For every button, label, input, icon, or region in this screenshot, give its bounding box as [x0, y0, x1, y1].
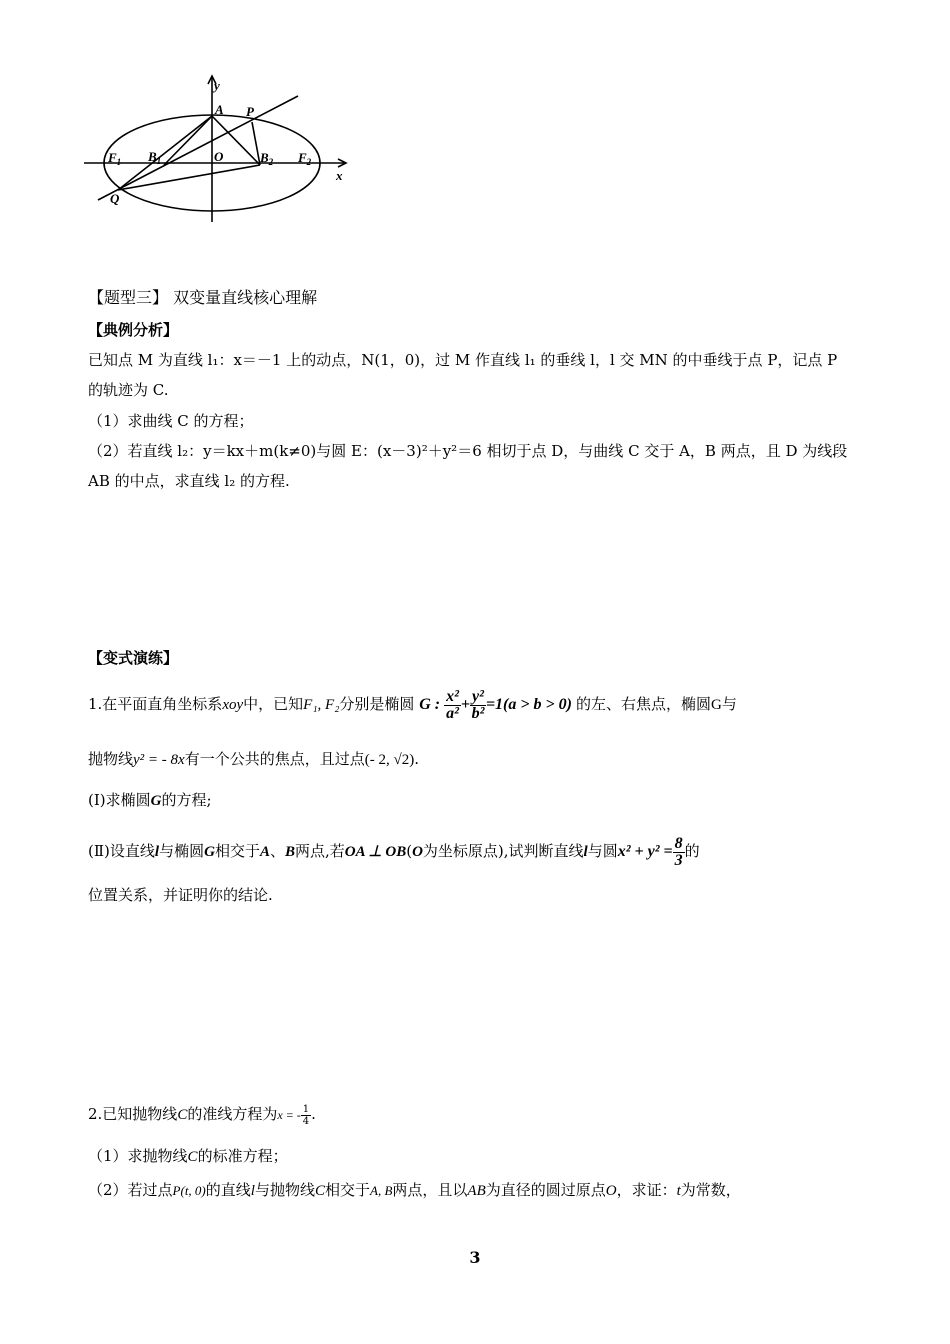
- problem-2-question-2: [88, 1180, 741, 1201]
- example-question-1: （1）求曲线 C 的方程；: [88, 412, 254, 430]
- problem-1-line1: [88, 681, 737, 727]
- part2-text-c: 相交于: [214, 842, 260, 860]
- p2-text-1: 2.已知抛物线: [88, 1105, 178, 1123]
- p2-q1-math-c: C: [187, 1149, 198, 1165]
- part2-text-h: 与圆: [587, 842, 618, 860]
- practice-heading: 【变式演练】: [88, 649, 179, 667]
- segment-b1-a: [164, 116, 212, 165]
- part2-math-b: B: [284, 844, 295, 860]
- p2-q2-math-t: t: [676, 1183, 681, 1199]
- label-q: Q: [110, 191, 120, 206]
- p2-q2-text-g: ，求证：: [616, 1181, 677, 1199]
- p2-q2-math-p: P(t, 0): [172, 1183, 206, 1198]
- example-text-line1: 已知点 M 为直线 l₁：x＝－1 上的动点，N(1，0)，过 M 作直线 l₁ 的垂线 l，l 交 MN 的中垂线于点 P，记点 P: [88, 351, 838, 369]
- label-b1: $B_1$: [148, 149, 162, 166]
- label-y: y: [214, 78, 220, 93]
- p1-math-foci: F₁, F₂: [303, 697, 340, 713]
- problem-2-question-1: [88, 1146, 288, 1167]
- p2-fraction: $\frac{1}{4}$: [302, 1103, 310, 1127]
- part2-text-a: (Ⅱ)设直线: [88, 842, 155, 860]
- part1-text: (Ⅰ)求椭圆: [88, 791, 151, 809]
- p1-text-6: 抛物线: [88, 750, 134, 768]
- p2-q2-text-d: 相交于: [324, 1181, 370, 1199]
- part2-math-l: l: [154, 844, 160, 860]
- p1-math-parabola: y² = - 8x: [133, 752, 185, 768]
- segment-q-a: [118, 116, 212, 190]
- label-f1: $F_1$: [108, 150, 122, 167]
- p2-text-3: .: [311, 1105, 316, 1123]
- part2-text-i: 的: [684, 842, 700, 860]
- example-question-2-line2: AB 的中点，求直线 l₂ 的方程.: [88, 472, 290, 490]
- p2-text-2: 的准线方程为: [187, 1105, 278, 1123]
- part2-math-a: A: [259, 844, 270, 860]
- p1-text-1: 1.在平面直角坐标系: [88, 695, 223, 713]
- label-o: O: [214, 149, 224, 164]
- p2-q2-text-h: 为常数，: [680, 1181, 741, 1199]
- ellipse-plus: +: [460, 696, 471, 713]
- ellipse-suffix: =1(a > b > 0): [485, 696, 572, 713]
- problem-1-part2-line2: 位置关系，并证明你的结论.: [88, 886, 273, 904]
- label-x: x: [336, 168, 343, 183]
- p1-text-2: 中，已知: [243, 695, 304, 713]
- part2-math-perp: OA ⊥ OB: [344, 844, 407, 860]
- label-b2: $B_2$: [260, 150, 274, 167]
- ellipse-prefix: G :: [419, 696, 441, 713]
- part2-math-l2: l: [583, 844, 588, 860]
- p2-q2-math-ab2: AB: [467, 1183, 486, 1199]
- ellipse-x-fraction: $\frac{\text{x²}}{\text{a²}}$: [446, 687, 459, 722]
- problem-1-line2: [88, 749, 419, 770]
- p2-q2-math-o: O: [605, 1183, 617, 1199]
- p2-q2-text-f: 为直径的圆过原点: [485, 1181, 606, 1199]
- example-text-line2: 的轨迹为 C.: [88, 381, 169, 399]
- p1-text-5: 与: [721, 695, 737, 713]
- label-f2: $F_2$: [298, 150, 312, 167]
- problem-1-part2-line1: [88, 828, 700, 874]
- p1-math-xoy: xoy: [222, 697, 244, 713]
- part2-text-f: (: [406, 842, 413, 860]
- part2-text-e: 两点,若: [295, 842, 345, 860]
- p2-q2-text-a: （2）若过点: [88, 1181, 173, 1199]
- label-a: A: [215, 102, 224, 117]
- p1-text-3: 分别是椭圆: [339, 695, 415, 713]
- p2-q1-text-b: 的标准方程；: [197, 1147, 288, 1165]
- p2-q2-math-l: l: [250, 1183, 255, 1199]
- part2-text-b: 与椭圆: [159, 842, 205, 860]
- p2-q2-text-e: 两点，且以: [392, 1181, 468, 1199]
- line-pq: [98, 96, 298, 200]
- example-question-2-line1: （2）若直线 l₂：y＝kx＋m(k≠0)与圆 E：(x－3)²＋y²＝6 相切于点 D，与曲线 C 交于 A，B 两点，且 D 为线段: [88, 442, 848, 460]
- p1-ellipse-equation: [419, 687, 576, 722]
- p1-math-point: (- 2, √2): [364, 752, 415, 768]
- page-number: 3: [469, 1248, 481, 1267]
- label-p: P: [246, 104, 254, 119]
- part2-text-d: 、: [269, 842, 285, 860]
- p2-math-c: C: [177, 1107, 188, 1123]
- part1-math-g: G: [150, 793, 162, 809]
- part2-math-g: G: [204, 844, 215, 860]
- p2-q2-text-b: 的直线: [205, 1181, 251, 1199]
- ellipse-y-fraction: $\frac{\text{y²}}{\text{b²}}$: [471, 687, 485, 722]
- section-title: 【题型三】 双变量直线核心理解: [88, 288, 318, 307]
- p2-q2-math-ab: A, B: [370, 1183, 393, 1198]
- p1-math-g: G: [710, 697, 722, 713]
- ellipse-figure: [84, 70, 364, 230]
- circle-equation: x² + y² = $\frac{8}{3}$: [617, 834, 683, 869]
- part2-text-g: 为坐标原点),试判断直线: [422, 842, 584, 860]
- p1-text-7: 有一个公共的焦点，且过点: [184, 750, 365, 768]
- problem-1-part1: [88, 790, 212, 811]
- p2-math-x: x = -: [277, 1108, 301, 1122]
- p1-text-8: .: [414, 750, 419, 768]
- problem-2-line1: [88, 1100, 316, 1128]
- part2-math-o: O: [412, 844, 423, 860]
- example-heading: 【典例分析】: [88, 321, 179, 339]
- p2-q1-text-a: （1）求抛物线: [88, 1147, 188, 1165]
- p2-q2-math-c: C: [314, 1183, 325, 1199]
- p2-q2-text-c: 与抛物线: [254, 1181, 315, 1199]
- part1-end: 的方程;: [161, 791, 212, 809]
- segment-q-b2: [118, 165, 260, 190]
- p1-text-4: 的左、右焦点，椭圆: [575, 695, 711, 713]
